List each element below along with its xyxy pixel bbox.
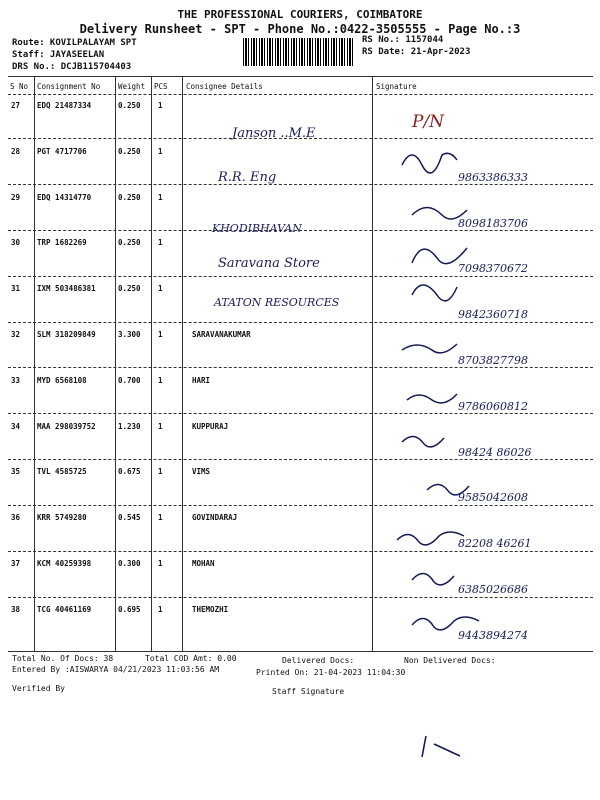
row-sno: 36 [11, 513, 21, 522]
staff-label: Staff: JAYASEELAN [12, 50, 105, 60]
handwritten-consignee: Saravana Store [218, 256, 320, 271]
row-consignee: VIMS [192, 467, 211, 476]
table-bottom-border [8, 651, 593, 652]
handwritten-phone: 98424 86026 [458, 446, 532, 459]
handwritten-phone: 82208 46261 [458, 537, 532, 550]
column-divider [34, 76, 35, 651]
row-pcs: 1 [158, 284, 163, 293]
rs-number: RS No.: 1157044 [362, 35, 444, 45]
handwritten-phone: 7098370672 [458, 262, 528, 275]
col-consignee: Consignee Details [186, 82, 263, 91]
row-consignment-no: KCM 40259398 [37, 559, 92, 568]
handwritten-phone: 9786060812 [458, 400, 528, 413]
verified-by: Verified By [12, 684, 65, 693]
total-cod: Total COD Amt: 0.00 [145, 654, 237, 663]
row-weight: 0.250 [118, 101, 141, 110]
row-sno: 38 [11, 605, 21, 614]
col-consignment: Consignment No [37, 82, 101, 91]
row-sno: 34 [11, 422, 21, 431]
row-pcs: 1 [158, 467, 163, 476]
row-sno: 32 [11, 330, 21, 339]
barcode [243, 38, 353, 66]
row-weight: 3.300 [118, 330, 141, 339]
entered-by: Entered By :AISWARYA 04/21/2023 11:03:56 AM [12, 665, 220, 674]
row-consignment-no: KRR 5749280 [37, 513, 87, 522]
signature-mark: P/N [412, 112, 445, 132]
row-pcs: 1 [158, 238, 163, 247]
row-sno: 35 [11, 467, 21, 476]
row-pcs: 1 [158, 376, 163, 385]
row-weight: 0.695 [118, 605, 141, 614]
signature-scribble [412, 617, 479, 630]
rs-date: RS Date: 21-Apr-2023 [362, 47, 471, 57]
row-weight: 0.545 [118, 513, 141, 522]
row-pcs: 1 [158, 605, 163, 614]
handwritten-consignee: Janson ..M.E [232, 126, 316, 141]
row-consignment-no: MAA 298039752 [37, 422, 96, 431]
signature-scribble [412, 248, 467, 264]
handwritten-phone: 6385026686 [458, 583, 528, 596]
column-divider [151, 76, 152, 651]
row-consignment-no: TVL 4585725 [37, 467, 87, 476]
handwritten-consignee: R.R. Eng [218, 170, 277, 185]
row-consignee: GOVINDARAJ [192, 513, 238, 522]
signature-scribble [412, 208, 467, 220]
row-consignment-no: TCG 40461169 [37, 605, 92, 614]
row-pcs: 1 [158, 101, 163, 110]
handwritten-phone: 9443894274 [458, 629, 528, 642]
handwritten-phone: 9842360718 [458, 308, 528, 321]
non-delivered-docs: Non Delivered Docs: [404, 656, 496, 665]
row-pcs: 1 [158, 193, 163, 202]
signature-scribble [402, 344, 457, 353]
row-pcs: 1 [158, 422, 163, 431]
handwritten-phone: 9585042608 [458, 491, 528, 504]
row-weight: 0.250 [118, 193, 141, 202]
total-docs: Total No. Of Docs: 38 [12, 654, 114, 663]
row-consignee: THEMOZHI [192, 605, 229, 614]
column-divider [115, 76, 116, 651]
row-weight: 0.250 [118, 284, 141, 293]
staff-signature-mark [412, 732, 472, 762]
table-top-border [8, 76, 593, 77]
row-consignment-no: TRP 1682269 [37, 238, 87, 247]
route-label: Route: KOVILPALAYAM SPT [12, 38, 137, 48]
row-consignee: HARI [192, 376, 211, 385]
row-weight: 0.250 [118, 147, 141, 156]
handwritten-consignee: KHODIBHAVAN [212, 222, 302, 235]
row-pcs: 1 [158, 559, 163, 568]
signature-scribble [402, 153, 457, 173]
signature-scribble [397, 532, 464, 545]
row-pcs: 1 [158, 330, 163, 339]
row-sno: 28 [11, 147, 21, 156]
row-sno: 37 [11, 559, 21, 568]
row-consignment-no: SLM 318209849 [37, 330, 96, 339]
printed-on: Printed On: 21-04-2023 11:04:30 [256, 668, 406, 677]
staff-signature: Staff Signature [272, 687, 345, 696]
signature-scribble [412, 573, 454, 584]
delivered-docs: Delivered Docs: [282, 656, 355, 665]
row-weight: 0.250 [118, 238, 141, 247]
row-weight: 0.300 [118, 559, 141, 568]
row-sno: 33 [11, 376, 21, 385]
col-weight: Weight [118, 82, 146, 91]
row-consignment-no: PGT 4717706 [37, 147, 87, 156]
row-consignee: KUPPURAJ [192, 422, 229, 431]
row-weight: 0.675 [118, 467, 141, 476]
row-weight: 0.700 [118, 376, 141, 385]
row-sno: 30 [11, 238, 21, 247]
row-consignee: MOHAN [192, 559, 215, 568]
signature-scribble [402, 436, 444, 446]
row-pcs: 1 [158, 147, 163, 156]
row-consignment-no: EDQ 21487334 [37, 101, 92, 110]
column-divider [182, 76, 183, 651]
col-pcs: PCS [154, 82, 168, 91]
signature-scribbles [372, 95, 594, 655]
runsheet-title: THE PROFESSIONAL COURIERS, COIMBATORE [177, 8, 423, 21]
col-signature: Signature [376, 82, 417, 91]
runsheet-subtitle: Delivery Runsheet - SPT - Phone No.:0422-3505555 - Page No.:3 [79, 22, 521, 36]
row-pcs: 1 [158, 513, 163, 522]
handwritten-phone: 8098183706 [458, 217, 528, 230]
row-sno: 27 [11, 101, 21, 110]
row-weight: 1.230 [118, 422, 141, 431]
row-sno: 29 [11, 193, 21, 202]
row-sno: 31 [11, 284, 21, 293]
signature-scribble [427, 484, 469, 494]
row-consignment-no: EDQ 14314770 [37, 193, 92, 202]
row-consignee: SARAVANAKUMAR [192, 330, 251, 339]
handwritten-consignee: ATATON RESOURCES [214, 296, 340, 309]
col-sno: S No [10, 82, 29, 91]
handwritten-phone: 8703827798 [458, 354, 528, 367]
handwritten-phone: 9863386333 [458, 171, 528, 184]
row-consignment-no: IXM 503486381 [37, 284, 96, 293]
signature-scribble [407, 394, 457, 403]
signature-scribble [412, 285, 457, 301]
drs-number: DRS No.: DCJB115704403 [12, 62, 132, 72]
row-consignment-no: MYD 6568108 [37, 376, 87, 385]
